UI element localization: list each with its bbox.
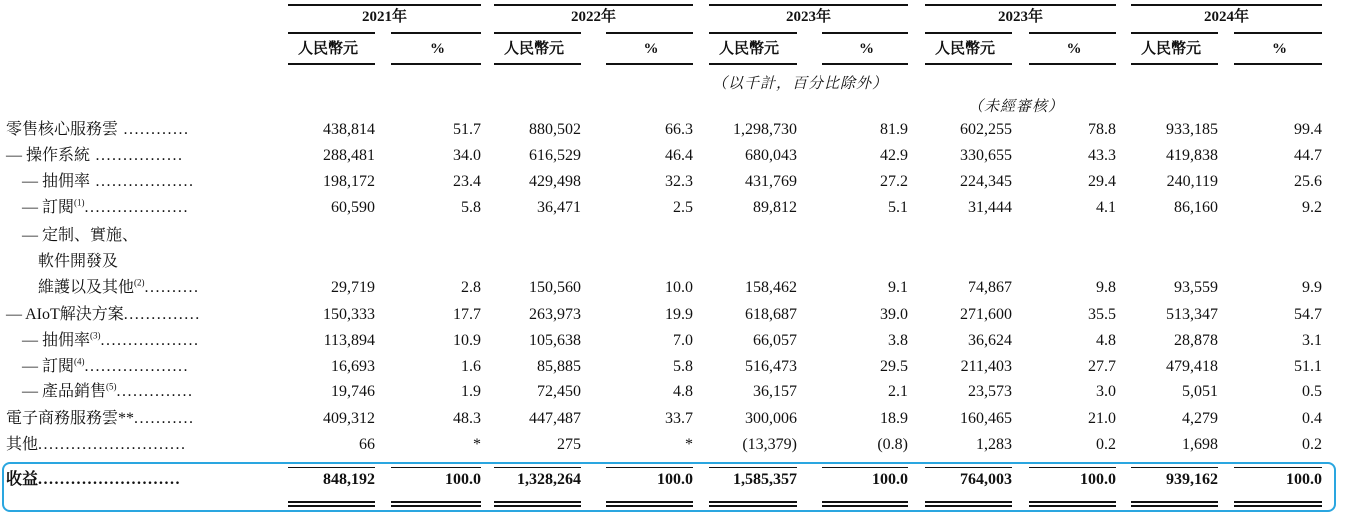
table-cell: 29,719	[331, 279, 375, 296]
table-cell: 54.7	[1294, 306, 1322, 323]
subheader-underline	[391, 63, 481, 65]
table-cell: 1,283	[976, 436, 1012, 453]
subheader-rule	[925, 32, 1012, 34]
table-cell: 1,698	[1182, 436, 1218, 453]
subheader-underline	[1131, 63, 1218, 65]
table-cell: (0.8)	[877, 436, 908, 453]
subheader-underline	[1234, 63, 1322, 65]
table-cell: 99.4	[1294, 121, 1322, 138]
table-cell: 211,403	[960, 358, 1012, 375]
percent-subheader: %	[859, 41, 874, 57]
row-label	[6, 197, 189, 219]
table-cell: 680,043	[745, 147, 797, 164]
total-cell: 848,192	[323, 471, 375, 488]
table-cell: 300,006	[745, 410, 797, 427]
row-label-text: — 訂閱	[6, 358, 75, 375]
subheader-rule	[606, 32, 693, 34]
table-cell: 5.1	[888, 199, 908, 216]
table-cell: 48.3	[453, 410, 481, 427]
percent-subheader: %	[1066, 41, 1082, 57]
table-cell: 4.8	[673, 383, 693, 400]
row-label-text: 零售核心服務雲	[6, 121, 119, 138]
subheader-rule	[391, 32, 481, 34]
row-label-text: 維護以及其他	[6, 279, 135, 296]
table-cell: 93,559	[1174, 279, 1218, 296]
row-label	[6, 251, 118, 273]
year-heading: 2023年	[997, 9, 1043, 25]
row-label	[6, 171, 195, 193]
table-cell: 150,560	[529, 279, 581, 296]
table-cell: 263,973	[529, 306, 581, 323]
table-cell: 36,471	[537, 199, 581, 216]
row-label	[6, 356, 189, 378]
subheader-underline	[1029, 63, 1116, 65]
row-label-text: 其他	[6, 436, 39, 453]
year-heading: 2023年	[785, 9, 831, 25]
leader-dots: ..................	[100, 332, 200, 349]
total-cell: 100.0	[872, 471, 908, 488]
percent-subheader: %	[430, 41, 445, 57]
table-cell: 31,444	[968, 199, 1012, 216]
table-cell: 479,418	[1166, 358, 1218, 375]
total-cell: 764,003	[960, 471, 1012, 488]
table-cell: 160,465	[960, 410, 1012, 427]
total-cell: 100.0	[1286, 471, 1322, 488]
row-label	[6, 225, 138, 247]
subheader-underline	[709, 63, 797, 65]
table-cell: 10.0	[665, 279, 693, 296]
table-cell: 2.5	[673, 199, 693, 216]
table-cell: 0.4	[1302, 410, 1322, 427]
total-row-highlight	[2, 462, 1336, 512]
row-label-text: 軟件開發及	[6, 253, 119, 270]
table-cell: 438,814	[323, 121, 375, 138]
subheader-rule	[288, 32, 375, 34]
percent-subheader: %	[643, 41, 659, 57]
row-label-text: — AIoT解決方案	[6, 306, 124, 323]
leader-dots: ................	[90, 147, 184, 164]
table-cell: 9.8	[1096, 279, 1116, 296]
row-label	[6, 119, 190, 141]
leader-dots: ...........................	[38, 436, 187, 453]
table-cell: 3.8	[888, 332, 908, 349]
table-cell: 66.3	[665, 121, 693, 138]
table-cell: 89,812	[753, 199, 797, 216]
note-thousands: （以千計，百分比除外）	[712, 76, 889, 92]
subheader-underline	[494, 63, 581, 65]
table-cell: 23.4	[453, 173, 481, 190]
footnote-marker: (4)	[74, 356, 85, 367]
subheader-rule	[1131, 32, 1218, 34]
table-cell: 602,255	[960, 121, 1012, 138]
row-label-text: — 產品銷售	[6, 383, 107, 400]
table-cell: 429,498	[529, 173, 581, 190]
row-label	[6, 145, 184, 167]
table-cell: 86,160	[1174, 199, 1218, 216]
table-cell: 288,481	[323, 147, 375, 164]
subheader-underline	[925, 63, 1012, 65]
table-cell: 60,590	[331, 199, 375, 216]
row-label-text: — 操作系統	[6, 147, 91, 164]
table-cell: 431,769	[745, 173, 797, 190]
table-cell: 4.1	[1096, 199, 1116, 216]
footnote-marker: (3)	[90, 330, 101, 341]
total-cell: 100.0	[445, 471, 481, 488]
total-cell: 100.0	[657, 471, 693, 488]
table-cell: 9.9	[1302, 279, 1322, 296]
row-label-text: — 抽佣率	[6, 173, 91, 190]
table-cell: 618,687	[745, 306, 797, 323]
leader-dots: ...................	[84, 199, 190, 216]
table-cell: 66,057	[753, 332, 797, 349]
currency-subheader: 人民幣元	[719, 41, 780, 57]
table-cell: 16,693	[331, 358, 375, 375]
leader-dots: ..........................	[38, 471, 182, 488]
leader-dots: ..........	[144, 279, 200, 296]
table-cell: 409,312	[323, 410, 375, 427]
year-rule	[288, 4, 481, 6]
currency-subheader: 人民幣元	[298, 41, 359, 57]
subheader-rule	[1029, 32, 1116, 34]
table-cell: 23,573	[968, 383, 1012, 400]
table-cell: 105,638	[529, 332, 581, 349]
table-cell: 51.1	[1294, 358, 1322, 375]
row-label	[6, 434, 187, 456]
leader-dots: ............	[118, 121, 190, 138]
currency-subheader: 人民幣元	[1141, 41, 1202, 57]
row-label	[6, 277, 200, 299]
table-cell: 933,185	[1166, 121, 1218, 138]
subheader-rule	[1234, 32, 1322, 34]
table-cell: 158,462	[745, 279, 797, 296]
table-cell: 113,894	[323, 332, 375, 349]
currency-subheader: 人民幣元	[504, 41, 565, 57]
table-cell: 19,746	[331, 383, 375, 400]
table-cell: 85,885	[537, 358, 581, 375]
table-cell: 33.7	[665, 410, 693, 427]
table-cell: 21.0	[1088, 410, 1116, 427]
leader-dots: ...................	[84, 358, 190, 375]
table-cell: *	[473, 436, 481, 453]
table-cell: 81.9	[880, 121, 908, 138]
subheader-underline	[822, 63, 908, 65]
table-cell: 5.8	[461, 199, 481, 216]
table-cell: 0.2	[1096, 436, 1116, 453]
table-cell: 74,867	[968, 279, 1012, 296]
table-cell: 5.8	[673, 358, 693, 375]
leader-dots: ..................	[90, 173, 195, 190]
leader-dots: ..............	[123, 306, 201, 323]
subheader-underline	[288, 63, 375, 65]
year-heading: 2022年	[570, 9, 616, 25]
table-cell: 1.6	[461, 358, 481, 375]
table-cell: (13,379)	[742, 436, 797, 453]
table-cell: 44.7	[1294, 147, 1322, 164]
table-cell: 78.8	[1088, 121, 1116, 138]
table-cell: 4,279	[1182, 410, 1218, 427]
table-cell: 29.4	[1088, 173, 1116, 190]
row-label	[6, 381, 194, 403]
total-cell: 100.0	[1080, 471, 1116, 488]
table-cell: 447,487	[529, 410, 581, 427]
subheader-rule	[494, 32, 581, 34]
table-cell: 34.0	[453, 147, 481, 164]
footnote-marker: (2)	[134, 277, 145, 288]
table-cell: 330,655	[960, 147, 1012, 164]
table-cell: 66	[359, 436, 375, 453]
table-cell: 39.0	[880, 306, 908, 323]
table-cell: 150,333	[323, 306, 375, 323]
currency-subheader: 人民幣元	[935, 41, 996, 57]
table-cell: 3.1	[1302, 332, 1322, 349]
footnote-marker: (5)	[106, 381, 117, 392]
subheader-rule	[709, 32, 797, 34]
row-label-text: 收益	[6, 471, 39, 488]
total-cell: 1,328,264	[517, 471, 581, 488]
total-cell: 939,162	[1166, 471, 1218, 488]
year-rule	[1131, 4, 1322, 6]
table-cell: 27.7	[1088, 358, 1116, 375]
table-cell: 27.2	[880, 173, 908, 190]
year-rule	[494, 4, 693, 6]
row-label-text: — 訂閱	[6, 199, 75, 216]
leader-dots: ..............	[116, 383, 194, 400]
percent-subheader: %	[1272, 41, 1287, 57]
table-cell: 25.6	[1294, 173, 1322, 190]
note-unaudited: （未經審核）	[968, 99, 1065, 115]
table-cell: 4.8	[1096, 332, 1116, 349]
subheader-rule	[822, 32, 908, 34]
subheader-underline	[606, 63, 693, 65]
footnote-marker: (1)	[74, 197, 85, 208]
table-cell: 7.0	[673, 332, 693, 349]
table-cell: 516,473	[745, 358, 797, 375]
table-cell: 36,624	[968, 332, 1012, 349]
total-cell: 1,585,357	[733, 471, 797, 488]
table-cell: 46.4	[665, 147, 693, 164]
table-cell: 18.9	[880, 410, 908, 427]
table-cell: 616,529	[529, 147, 581, 164]
row-label	[6, 408, 195, 430]
row-label	[6, 304, 201, 326]
table-cell: 32.3	[665, 173, 693, 190]
table-cell: 419,838	[1166, 147, 1218, 164]
table-cell: 2.8	[461, 279, 481, 296]
table-cell: 19.9	[665, 306, 693, 323]
row-label-text: 電子商務服務雲**	[6, 410, 135, 427]
table-cell: 1.9	[461, 383, 481, 400]
table-cell: 1,298,730	[733, 121, 797, 138]
leader-dots: ...........	[134, 410, 195, 427]
table-cell: 9.1	[888, 279, 908, 296]
row-label-text: — 抽佣率	[6, 332, 91, 349]
table-cell: 513,347	[1166, 306, 1218, 323]
table-cell: 42.9	[880, 147, 908, 164]
table-cell: 0.2	[1302, 436, 1322, 453]
table-cell: 5,051	[1182, 383, 1218, 400]
table-cell: 43.3	[1088, 147, 1116, 164]
table-cell: 271,600	[960, 306, 1012, 323]
table-cell: 275	[557, 436, 581, 453]
year-rule	[925, 4, 1116, 6]
table-cell: *	[685, 436, 693, 453]
table-cell: 17.7	[453, 306, 481, 323]
table-cell: 9.2	[1302, 199, 1322, 216]
table-cell: 3.0	[1096, 383, 1116, 400]
year-rule	[709, 4, 908, 6]
year-heading: 2021年	[361, 9, 407, 25]
table-cell: 10.9	[453, 332, 481, 349]
table-cell: 35.5	[1088, 306, 1116, 323]
table-cell: 880,502	[529, 121, 581, 138]
table-cell: 2.1	[888, 383, 908, 400]
table-cell: 72,450	[537, 383, 581, 400]
table-cell: 36,157	[753, 383, 797, 400]
table-cell: 0.5	[1302, 383, 1322, 400]
year-heading: 2024年	[1203, 9, 1249, 25]
table-cell: 51.7	[453, 121, 481, 138]
table-cell: 224,345	[960, 173, 1012, 190]
table-cell: 29.5	[880, 358, 908, 375]
row-label	[6, 330, 200, 352]
table-cell: 28,878	[1174, 332, 1218, 349]
row-label-text: — 定制、實施、	[6, 227, 139, 244]
table-cell: 240,119	[1166, 173, 1218, 190]
table-cell: 198,172	[323, 173, 375, 190]
